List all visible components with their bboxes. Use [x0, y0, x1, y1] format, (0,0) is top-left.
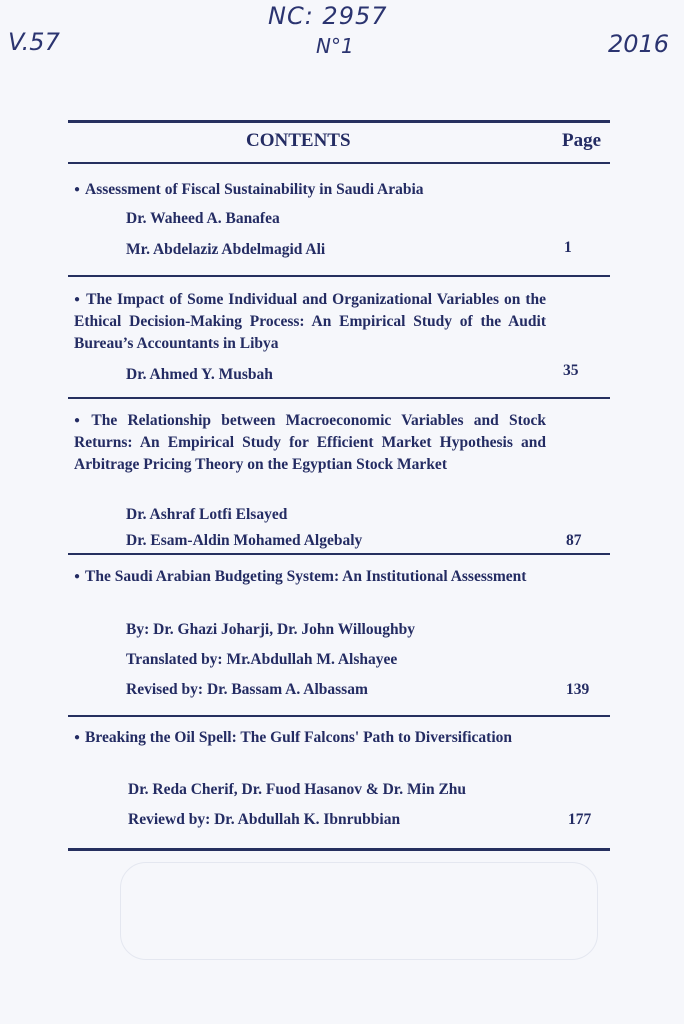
entry-divider: [68, 397, 610, 399]
toc-author: Mr. Abdelaziz Abdelmagid Ali: [126, 241, 326, 258]
toc-author: Dr. Esam-Aldin Mohamed Algebaly: [126, 532, 363, 549]
toc-entry-title[interactable]: ● Breaking the Oil Spell: The Gulf Falcons' Path to Diversification: [74, 729, 513, 746]
top-rule: [68, 120, 610, 123]
handwritten-year: 2016: [608, 30, 670, 58]
bottom-rule: [68, 848, 610, 851]
bullet-icon: ●: [74, 732, 81, 743]
toc-page-number[interactable]: 87: [566, 532, 582, 549]
contents-heading: CONTENTS: [246, 130, 351, 151]
toc-author: Dr. Ashraf Lotfi Elsayed: [126, 506, 288, 523]
toc-author: Translated by: Mr.Abdullah M. Alshayee: [126, 651, 398, 668]
entry-divider: [68, 715, 610, 717]
toc-author: Revised by: Dr. Bassam A. Albassam: [126, 681, 368, 698]
entry-divider: [68, 275, 610, 277]
handwritten-issue-number: N°1: [316, 34, 354, 58]
entry-divider: [68, 553, 610, 555]
toc-author: Reviewd by: Dr. Abdullah K. Ibnrubbian: [128, 811, 401, 828]
bullet-icon: ●: [74, 571, 81, 582]
toc-page-number[interactable]: 1: [564, 239, 572, 256]
toc-author: Dr. Reda Cherif, Dr. Fuod Hasanov & Dr. Min Zhu: [128, 781, 467, 798]
toc-author: Dr. Ahmed Y. Musbah: [126, 366, 273, 383]
bullet-icon: ●: [74, 294, 82, 305]
toc-entry-title[interactable]: ● The Relationship between Macroeconomic Variables and Stock Returns: An Empirical Study for Efficient Market Hypothesis and Arbitrage Pricing Theory on the Egyptian Stock Market: [74, 412, 546, 473]
show-through-box: [120, 862, 598, 960]
toc-author: Dr. Waheed A. Banafea: [126, 210, 280, 227]
header-rule: [68, 162, 610, 164]
toc-page-number[interactable]: 139: [566, 681, 590, 698]
handwritten-volume: V.57: [8, 28, 60, 56]
toc-entry-title[interactable]: ● Assessment of Fiscal Sustainability in Saudi Arabia: [74, 181, 424, 198]
toc-page-number[interactable]: 35: [563, 362, 579, 379]
toc-entry-title[interactable]: ● The Impact of Some Individual and Organizational Variables on the Ethical Decision-Making Process: An Empirical Study of the Audit Bureau’s Accountants in Libya: [74, 291, 546, 352]
handwritten-catalog-number: NC: 2957: [268, 2, 388, 30]
toc-entry-title[interactable]: ● The Saudi Arabian Budgeting System: An Institutional Assessment: [74, 568, 527, 585]
bullet-icon: ●: [74, 184, 81, 195]
page-column-heading: Page: [562, 130, 602, 151]
bullet-icon: ●: [74, 415, 87, 426]
toc-author: By: Dr. Ghazi Joharji, Dr. John Willoughby: [126, 621, 415, 638]
toc-page-number[interactable]: 177: [568, 811, 592, 828]
